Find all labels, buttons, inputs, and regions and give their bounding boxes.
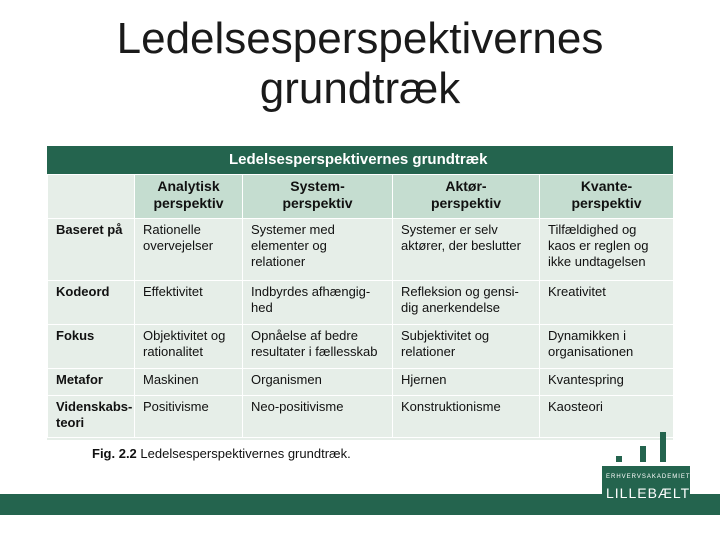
column-header-system: System- perspektiv <box>243 175 393 219</box>
table-cell: Tilfældighed og kaos er reglen og ikke undtagelsen <box>540 219 674 281</box>
table-cell: Objektivitet og rationalitet <box>135 325 243 369</box>
table-cell: Dynamikken i organisationen <box>540 325 674 369</box>
figure <box>47 146 673 440</box>
table-header-row <box>48 175 674 219</box>
slide-title-line-1: Ledelsesperspektivernes <box>116 14 604 63</box>
table-cell: Indbyrdes afhængig- hed <box>243 281 393 325</box>
table-cell: Neo-positivisme <box>243 396 393 438</box>
table-cell: Opnåelse af bedre resultater i fællesskab <box>243 325 393 369</box>
column-header-aktor: Aktør- perspektiv <box>393 175 540 219</box>
row-label: Videnskabs- teori <box>48 396 135 438</box>
row-label: Metafor <box>48 369 135 396</box>
table-cell: Refleksion og gensi- dig anerkendelse <box>393 281 540 325</box>
column-header-empty <box>48 175 135 219</box>
slide-title <box>0 14 720 114</box>
table-row-metafor <box>48 369 674 396</box>
row-label: Kodeord <box>48 281 135 325</box>
column-header-analytisk: Analytisk perspektiv <box>135 175 243 219</box>
table-cell: Rationelle overvejelser <box>135 219 243 281</box>
column-header-kvante: Kvante- perspektiv <box>540 175 674 219</box>
logo-small-text: ERHVERVSAKADEMIET <box>606 474 691 480</box>
table-cell: Kaosteori <box>540 396 674 438</box>
table-row-baseret <box>48 219 674 281</box>
table-cell: Subjektivitet og relationer <box>393 325 540 369</box>
logo-big-text: LILLEBÆLT <box>606 485 691 501</box>
caption-text: Ledelsesperspektivernes grundtræk. <box>136 446 351 461</box>
table-cell: Maskinen <box>135 369 243 396</box>
table-cell: Konstruktionisme <box>393 396 540 438</box>
table-cell: Hjernen <box>393 369 540 396</box>
caption-label: Fig. 2.2 <box>92 446 137 461</box>
perspectives-table <box>47 174 674 438</box>
table-cell: Effektivitet <box>135 281 243 325</box>
table-row-fokus <box>48 325 674 369</box>
table-cell: Positivisme <box>135 396 243 438</box>
row-label: Baseret på <box>48 219 135 281</box>
figure-caption <box>92 446 351 461</box>
table-cell: Organismen <box>243 369 393 396</box>
table-cell: Systemer er selv aktører, der beslutter <box>393 219 540 281</box>
table-cell: Kvantespring <box>540 369 674 396</box>
row-label: Fokus <box>48 325 135 369</box>
table-row-kodeord <box>48 281 674 325</box>
table-row-videnskabsteori <box>48 396 674 438</box>
slide-title-line-2: grundtræk <box>259 64 461 113</box>
figure-header: Ledelsesperspektivernes grundtræk <box>47 146 673 174</box>
table-cell: Systemer med elementer og relationer <box>243 219 393 281</box>
table-cell: Kreativitet <box>540 281 674 325</box>
